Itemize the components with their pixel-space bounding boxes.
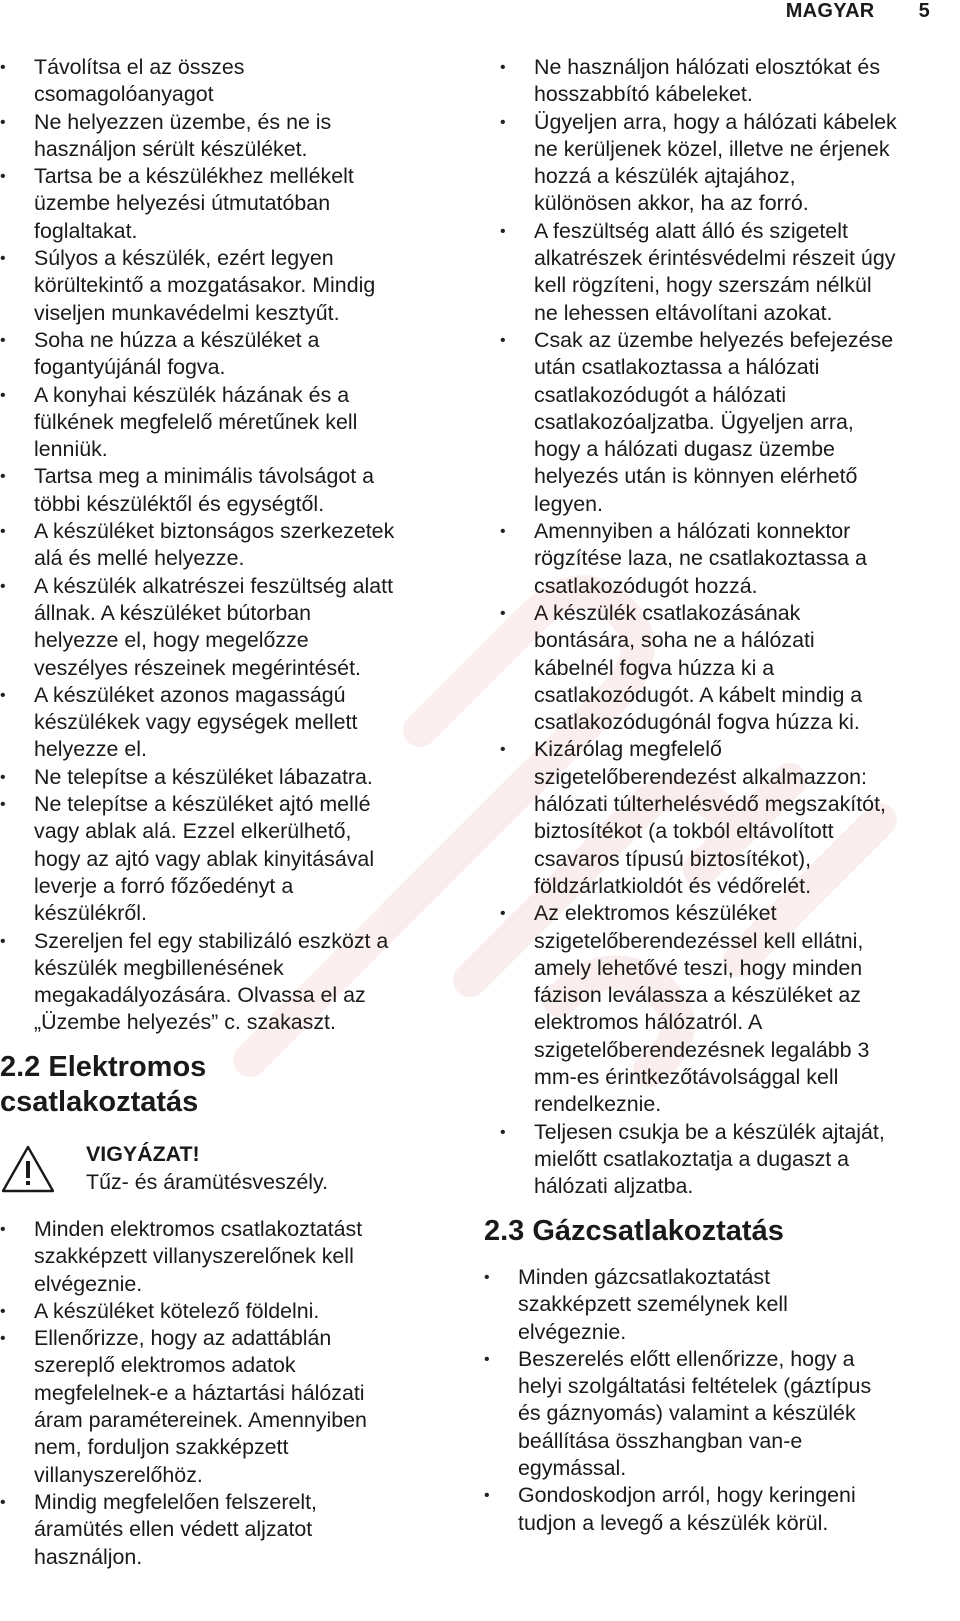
list-item: • Ne használjon hálózati elosztókat és hosszabbító kábeleket. [500,54,955,109]
page-header [786,0,930,22]
list-item: • Minden elektromos csatlakoztatást szakképzett villanyszerelőnek kell elvégeznie. [0,1216,455,1298]
list-item: • A készülék csatlakozásának bontására, soha ne a hálózati kábelnél fogva húzza ki a csatlakozódugót. A kábelt mindig a csatlakozódugónál fogva húzza ki. [500,600,955,736]
list-item: • Tartsa meg a minimális távolságot a többi készüléktől és egységtől. [0,463,455,518]
electrical-list-right [500,54,955,1200]
list-item: • A feszültség alatt álló és szigetelt alkatrészek érintésvédelmi részeit úgy kell rögzíteni, hogy szerszám nélkül ne lehessen eltávolítani azokat. [500,218,955,327]
page-number: 5 [918,0,930,22]
list-item: • A készüléket kötelező földelni. [0,1298,455,1325]
list-item: • Mindig megfelelően felszerelt, áramütés ellen védett aljzatot használjon. [0,1489,455,1571]
list-item: • Soha ne húzza a készüléket a fogantyújánál fogva. [0,327,455,382]
safety-list-left [0,54,455,1037]
list-item: • Ellenőrizze, hogy az adattáblán szereplő elektromos adatok megfelelnek-e a háztartási hálózati áram paramétereinek. Amennyiben nem, forduljon szakképzett villanyszerelőhöz. [0,1325,455,1489]
section-heading-electrical: 2.2 Elektromos csatlakoztatás [0,1051,207,1118]
list-item: • A készüléket biztonságos szerkezetek alá és mellé helyezze. [0,518,455,573]
list-item: • Tartsa be a készülékhez mellékelt üzembe helyezési útmutatóban foglaltakat. [0,163,455,245]
list-item: • A készüléket azonos magasságú készülékek vagy egységek mellett helyezze el. [0,682,455,764]
list-item: • Csak az üzembe helyezés befejezése után csatlakoztassa a hálózati csatlakozódugót a hálózati csatlakozóaljzatba. Ügyeljen arra, hogy a hálózati dugasz üzembe helyezés után is könnyen elérhető legyen. [500,327,955,518]
list-item: • Gondoskodjon arról, hogy keringeni tudjon a levegő a készülék körül. [484,1482,954,1537]
list-item: • Ne telepítse a készüléket ajtó mellé vagy ablak alá. Ezzel elkerülhető, hogy az ajtó vagy ablak kinyitásával leverje a forró főzőedényt a készülékről. [0,791,455,927]
header-language: MAGYAR [785,0,875,22]
list-item: • Kizárólag megfelelő szigetelőberendezést alkalmazzon: hálózati túlterhelésvédő megszakítót, biztosítékot (a tokból eltávolított csavaros típusú biztosítékot), földzárlatkioldót és védőrelét. [500,736,955,900]
list-item: • A konyhai készülék házának és a fülkének megfelelő méretűnek kell lenniük. [0,382,455,464]
list-item: • Távolítsa el az összes csomagolóanyagot [0,54,455,109]
list-item: • Ne telepítse a készüléket lábazatra. [0,764,455,791]
list-item: • Teljesen csukja be a készülék ajtaját, mielőtt csatlakoztatja a dugaszt a hálózati aljzatba. [500,1119,955,1201]
warning-text: Tűz- és áramütésveszély. [86,1170,329,1194]
list-item: • A készülék alkatrészei feszültség alatt állnak. A készüléket bútorban helyezze el, hogy megelőzze veszélyes részeinek megérintését. [0,573,455,682]
list-item: • Ne helyezzen üzembe, és ne is használjon sérült készüléket. [0,109,455,164]
list-item: • Amennyiben a hálózati konnektor rögzítése laza, ne csatlakoztassa a csatlakozódugót hozzá. [500,518,955,600]
left-column [0,54,455,1037]
gas-list [484,1264,954,1537]
right-column [500,54,955,1200]
section-heading-gas: 2.3 Gázcsatlakoztatás [484,1215,784,1247]
warning-title: VIGYÁZAT! [86,1142,200,1166]
list-item: • Beszerelés előtt ellenőrizze, hogy a helyi szolgáltatási feltételek (gáztípus és gáznyomás) valamint a készülék beállítása összhangban van-e egymással. [484,1346,954,1482]
list-item: • Szereljen fel egy stabilizáló eszközt a készülék megbillenésének megakadályozására. Olvassa el az „Üzembe helyezés” c. szakaszt. [0,928,455,1037]
list-item: • Ügyeljen arra, hogy a hálózati kábelek ne kerüljenek közel, illetve ne érjenek hozzá a készülék ajtajához, különösen akkor, ha az forró. [500,109,955,218]
electrical-list-left [0,1216,455,1571]
warning-triangle-icon [0,1144,56,1194]
warning-box [0,1138,455,1208]
list-item: • Súlyos a készülék, ezért legyen körültekintő a mozgatásakor. Mindig viseljen munkavédelmi kesztyűt. [0,245,455,327]
list-item: • Az elektromos készüléket szigetelőberendezéssel kell ellátni, amely lehetővé teszi, hogy minden fázison leválassza a készüléket az elektromos hálózatról. A szigetelőberendezésnek legalább 3 mm-es érintkezőtávolsággal kell rendelkeznie. [500,900,955,1118]
list-item: • Minden gázcsatlakoztatást szakképzett személynek kell elvégeznie. [484,1264,954,1346]
